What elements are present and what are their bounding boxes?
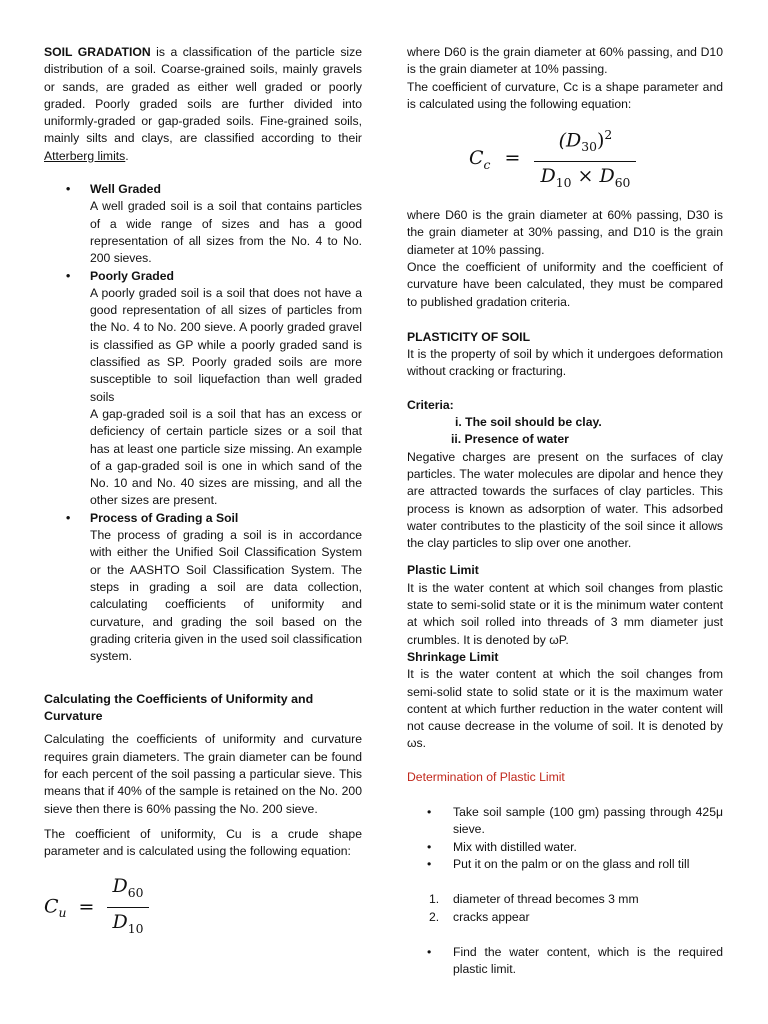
cu-fraction	[107, 874, 150, 941]
number-label: 1.	[429, 892, 440, 907]
poorly-graded-text: A poorly graded soil is a soil that does not have a good representation of all sizes of particles from the No. 4 to No. 200 sieve. A poorly graded gravel is classified as GP while a poorly graded sand is classified as SP. Poorly graded soils are more susceptible to soil liquefaction than well graded soils	[90, 285, 362, 404]
cc-den-a: D	[540, 165, 556, 188]
cc-numerator-close: )	[596, 129, 605, 152]
number-label: 2.	[429, 909, 440, 924]
bullet-icon: •	[66, 510, 71, 525]
cc-den-b: D	[599, 165, 615, 188]
criteria-item-1: i. The soil should be clay.	[455, 415, 602, 430]
gradation-criteria-text: Once the coefficient of uniformity and the coefficient of curvature have been calculated, they must be compared to published gradation criteria.	[407, 260, 723, 309]
cc-den-b-sub: 60	[614, 176, 631, 191]
well-graded-text: A well graded soil is a soil that contains particles of a wide range of sizes and has a good representation of all sizes from the No. 4 to No. 200 sieves.	[90, 199, 362, 266]
criteria-item-2: ii. Presence of water	[451, 432, 569, 447]
cu-denominator: D	[112, 911, 128, 934]
adsorption-text: Negative charges are present on the surfaces of clay particles. The water molecules are dipolar and hence they are attracted towards the surfaces of clay particles. This process is known as adsorption of water. This adsorbed water contributes to the plasticity of the soil since it allows the clay particles to slip over one another.	[407, 449, 723, 551]
determination-heading: Determination of Plastic Limit	[407, 769, 565, 784]
bullet-icon: •	[427, 805, 432, 820]
numbered-text: cracks appear	[453, 909, 530, 924]
list-item-well-graded	[44, 181, 362, 267]
step-text: Mix with distilled water.	[453, 839, 577, 854]
bullet-icon: •	[66, 182, 71, 197]
list-item-poorly-graded	[44, 268, 362, 510]
list-item	[407, 804, 723, 839]
shrinkage-limit-heading: Shrinkage Limit	[407, 649, 499, 664]
plasticity-heading: PLASTICITY OF SOIL	[407, 329, 531, 344]
times-sign: ×	[577, 165, 594, 188]
gap-graded-text: A gap-graded soil is a soil that has an excess or deficiency of certain particle sizes or a soil that has at least one particle size missing. An example of a gap-graded soil is one in which sand of the No. 10 and No. 40 sizes are missing, and all the other sizes are present.	[90, 406, 362, 508]
plastic-limit-text: It is the water content at which soil changes from plastic state to semi-solid state or it is the minimum water content at which soil rolled into threads of 3 mm diameter just crumbles. It is denoted by ωP.	[407, 580, 723, 647]
numbered-text: diameter of thread becomes 3 mm	[453, 892, 639, 907]
cc-numerator: (D	[558, 129, 582, 152]
list-item	[407, 944, 723, 979]
cu-symbol: C	[44, 895, 59, 918]
plasticity-definition: It is the property of soil by which it undergoes deformation without cracking or fracturing.	[407, 347, 723, 379]
well-graded-title: Well Graded	[90, 182, 161, 197]
step-text: Put it on the palm or on the glass and roll till	[453, 856, 690, 871]
soil-gradation-intro	[44, 44, 362, 165]
d60-d30-d10-definition: where D60 is the grain diameter at 60% passing, D30 is the grain diameter at 30% passing, and D10 is the grain diameter at 10% passing.	[407, 208, 723, 257]
cu-numerator: D	[112, 875, 128, 898]
cc-equation: $C_c$ = $\frac{(D_{30})^2}{D_{10} \times D_{60}}$	[469, 123, 723, 195]
shrinkage-limit-text: It is the water content at which the soil changes from semi-solid state to solid state or it is the maximum water content at which further reduction in the water content will not cause decrease in the volume of soil. It is denoted by ωs.	[407, 667, 723, 751]
right-column	[407, 44, 723, 978]
list-item-process-grading	[44, 510, 362, 666]
cc-fraction	[534, 123, 636, 195]
criteria-heading: Criteria:	[407, 397, 454, 412]
bullet-icon: •	[427, 944, 432, 959]
cc-numerator-sub: 30	[581, 140, 597, 155]
bullet-icon: •	[427, 839, 432, 854]
calculating-paragraph-2: The coefficient of uniformity, Cu is a crude shape parameter and is calculated using the following equation:	[44, 826, 362, 859]
cc-symbol: C	[469, 147, 484, 170]
step-text: Take soil sample (100 gm) passing through 425μ sieve.	[453, 805, 723, 837]
poorly-graded-title: Poorly Graded	[90, 268, 174, 283]
list-item	[407, 856, 723, 873]
d60-d10-definition: where D60 is the grain diameter at 60% passing, and D10 is the grain diameter at 10% passing.	[407, 45, 723, 77]
intro-text: is a classification of the particle size distribution of a soil. Coarse-grained soils, mainly gravels or sands, are graded as either well graded or poorly graded. Poorly graded soils are further divided into uniformly-graded or gap-graded soils. Fine-grained soils, mainly silts and clays, are classified according to their	[44, 45, 362, 146]
cc-numerator-sup: 2	[604, 128, 613, 143]
calculating-paragraph-1: Calculating the coefficients of uniformity and curvature requires grain diameters. The grain diameter can be found for each percent of the soil passing a particular sieve. This means that if 40% of the sample is retained on the No. 200 sieve then there is 60% passing the No. 200 sieve.	[44, 732, 362, 816]
intro-end: .	[125, 148, 129, 163]
bullet-icon: •	[427, 856, 432, 871]
bullet-icon: •	[66, 268, 71, 283]
left-column	[44, 44, 362, 941]
term-soil-gradation: SOIL GRADATION	[44, 45, 151, 59]
step-text: Find the water content, which is the required plastic limit.	[453, 944, 723, 977]
calculating-coefficients-heading: Calculating the Coefficients of Uniformity and Curvature	[44, 692, 314, 724]
cu-denominator-sub: 10	[127, 922, 144, 937]
cc-den-a-sub: 10	[555, 176, 572, 191]
list-item	[407, 839, 723, 856]
process-grading-title: Process of Grading a Soil	[90, 510, 239, 525]
process-grading-text: The process of grading a soil is in accordance with either the Unified Soil Classification System or the AASHTO Soil Classification System. The steps in grading a soil are data collection, calculating coefficients of uniformity and curvature, and grading the soil based on the grading criteria given in the used soil classification system.	[90, 528, 362, 664]
cc-subscript: c	[483, 157, 491, 172]
plastic-limit-heading: Plastic Limit	[407, 563, 479, 578]
cu-subscript: u	[58, 906, 67, 921]
atterberg-limits-link[interactable]: Atterberg limits	[44, 148, 126, 163]
cc-intro: The coefficient of curvature, Cc is a shape parameter and is calculated using the following equation:	[407, 79, 723, 111]
cu-equation: $C_u$ = $\frac{D_{60}}{D_{10}}$	[44, 874, 362, 941]
numbered-item	[407, 891, 723, 908]
cu-numerator-sub: 60	[127, 886, 144, 901]
numbered-item	[407, 909, 723, 926]
